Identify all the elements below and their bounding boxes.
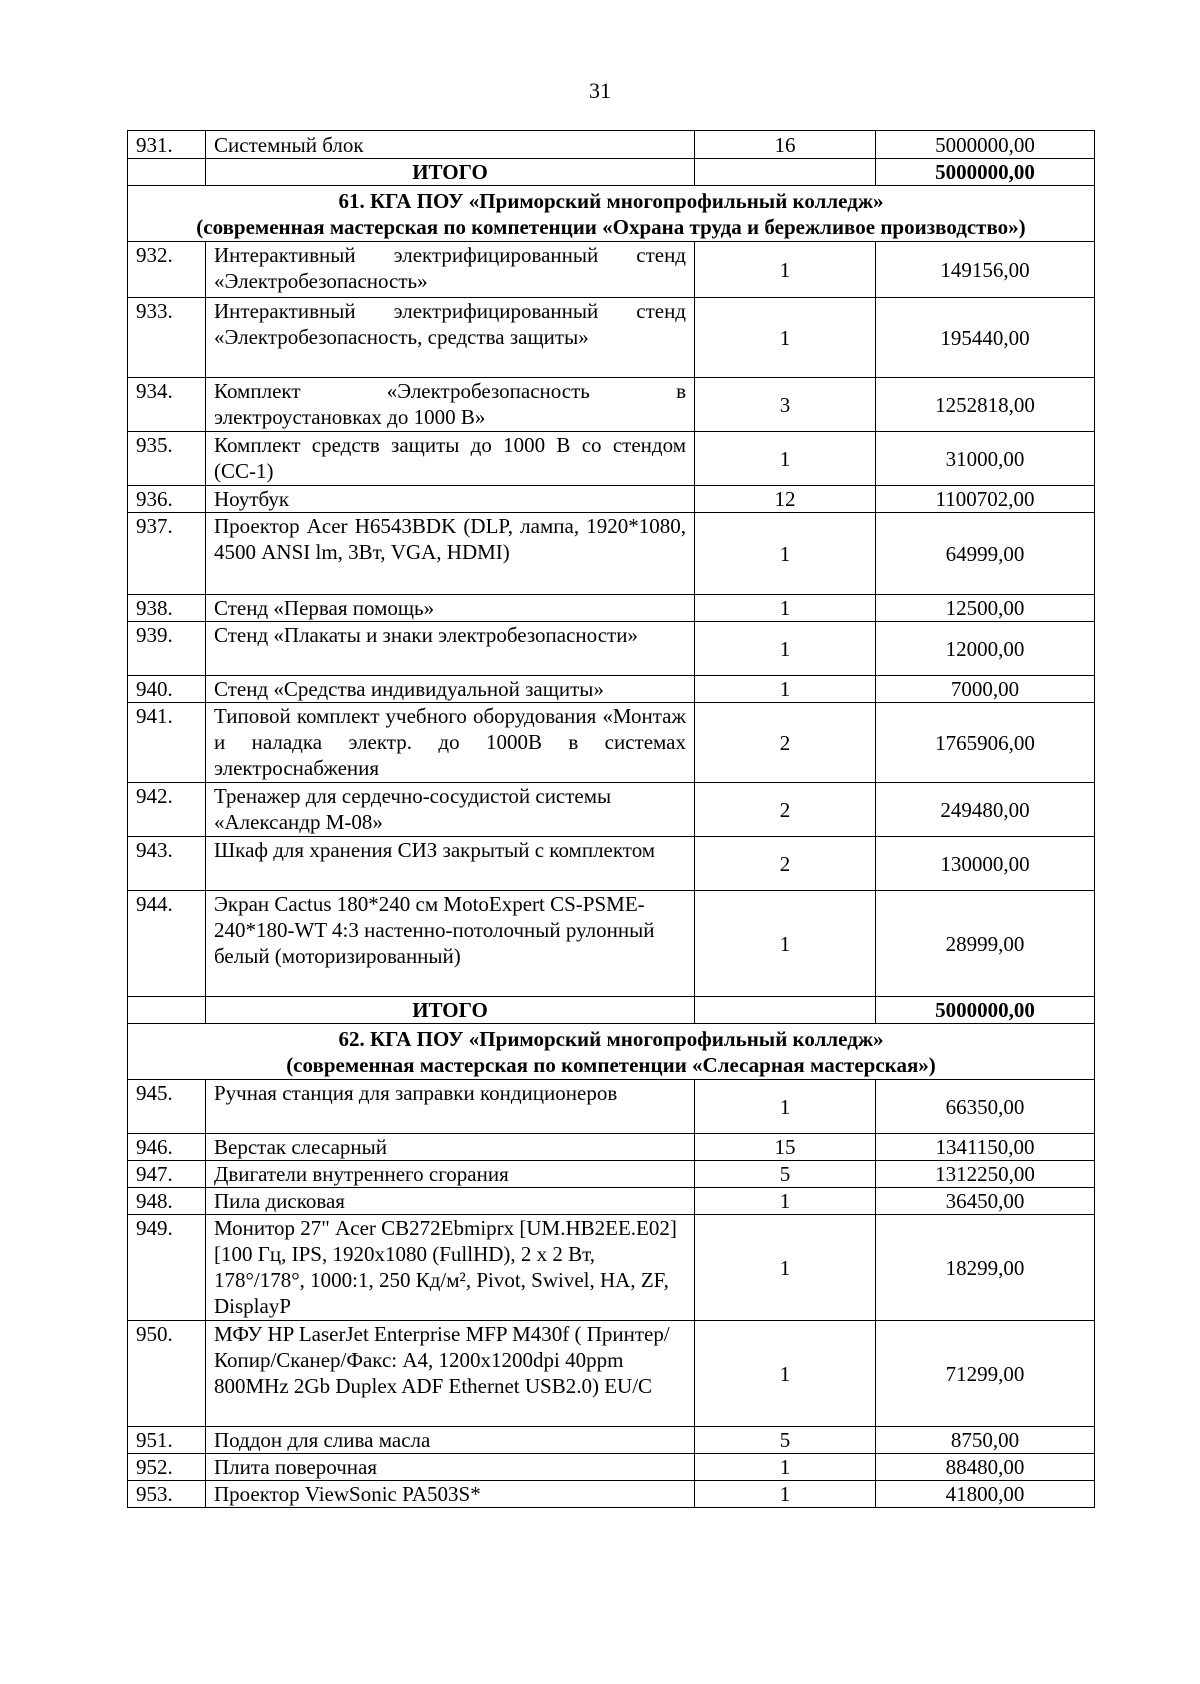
row-name: Комплект «Электробезопасность в электроустановках до 1000 В» xyxy=(206,378,695,432)
table-row xyxy=(128,1321,1095,1427)
row-quantity: 1 xyxy=(695,1080,876,1134)
row-sum: 5000000,00 xyxy=(876,131,1095,159)
row-sum: 1341150,00 xyxy=(876,1134,1095,1161)
row-quantity: 2 xyxy=(695,703,876,783)
row-sum: 18299,00 xyxy=(876,1215,1095,1321)
row-quantity: 1 xyxy=(695,513,876,595)
row-number: 949. xyxy=(128,1215,206,1321)
table-row xyxy=(128,837,1095,891)
row-sum: 1252818,00 xyxy=(876,378,1095,432)
row-quantity: 1 xyxy=(695,1215,876,1321)
row-number: 934. xyxy=(128,378,206,432)
row-quantity: 5 xyxy=(695,1161,876,1188)
row-number: 935. xyxy=(128,432,206,486)
section-subtitle: (современная мастерская по компетенции «Слесарная мастерская») xyxy=(286,1052,936,1077)
total-row xyxy=(128,997,1095,1024)
table-row xyxy=(128,378,1095,432)
row-sum: 195440,00 xyxy=(876,298,1095,378)
row-name: Стенд «Средства индивидуальной защиты» xyxy=(206,676,695,703)
total-label: ИТОГО xyxy=(206,997,695,1024)
row-sum: 130000,00 xyxy=(876,837,1095,891)
row-sum: 88480,00 xyxy=(876,1454,1095,1481)
total-row xyxy=(128,159,1095,186)
row-sum: 66350,00 xyxy=(876,1080,1095,1134)
row-number: 950. xyxy=(128,1321,206,1427)
total-sum: 5000000,00 xyxy=(876,997,1095,1024)
row-quantity: 2 xyxy=(695,783,876,837)
table-row xyxy=(128,676,1095,703)
row-quantity: 16 xyxy=(695,131,876,159)
row-number: 946. xyxy=(128,1134,206,1161)
table-row xyxy=(128,1134,1095,1161)
row-name: Шкаф для хранения СИЗ закрытый с комплектом xyxy=(206,837,695,891)
row-name: Интерактивный электрифицированный стенд «Электробезопасность» xyxy=(206,242,695,298)
row-quantity: 2 xyxy=(695,837,876,891)
row-name: Экран Cactus 180*240 см MotoExpert CS-PSME-240*180-WT 4:3 настенно-потолочный рулонный белый (моторизированный) xyxy=(206,891,695,997)
row-number: 933. xyxy=(128,298,206,378)
row-number: 948. xyxy=(128,1188,206,1215)
row-sum: 64999,00 xyxy=(876,513,1095,595)
table-row xyxy=(128,1481,1095,1508)
table-row xyxy=(128,783,1095,837)
row-number: 937. xyxy=(128,513,206,595)
row-quantity: 1 xyxy=(695,595,876,622)
row-quantity: 1 xyxy=(695,242,876,298)
row-name: Пила дисковая xyxy=(206,1188,695,1215)
table-row xyxy=(128,1454,1095,1481)
row-sum: 71299,00 xyxy=(876,1321,1095,1427)
row-quantity: 15 xyxy=(695,1134,876,1161)
row-number: 943. xyxy=(128,837,206,891)
row-number: 939. xyxy=(128,622,206,676)
total-sum: 5000000,00 xyxy=(876,159,1095,186)
row-sum: 36450,00 xyxy=(876,1188,1095,1215)
row-number: 942. xyxy=(128,783,206,837)
row-name: Верстак слесарный xyxy=(206,1134,695,1161)
page-number: 31 xyxy=(589,78,611,103)
row-sum: 7000,00 xyxy=(876,676,1095,703)
row-name: Комплект средств защиты до 1000 В со стендом (СС-1) xyxy=(206,432,695,486)
row-name: Интерактивный электрифицированный стенд «Электробезопасность, средства защиты» xyxy=(206,298,695,378)
row-sum: 8750,00 xyxy=(876,1427,1095,1454)
row-quantity: 1 xyxy=(695,1188,876,1215)
row-name: Стенд «Плакаты и знаки электробезопасности» xyxy=(206,622,695,676)
table-row xyxy=(128,486,1095,513)
row-number: 932. xyxy=(128,242,206,298)
row-sum: 249480,00 xyxy=(876,783,1095,837)
row-quantity: 1 xyxy=(695,676,876,703)
row-quantity: 1 xyxy=(695,622,876,676)
section-header-62 xyxy=(128,1024,1095,1080)
section-header-61 xyxy=(128,186,1095,242)
row-number: 931. xyxy=(128,131,206,159)
table-row xyxy=(128,432,1095,486)
row-quantity: 1 xyxy=(695,1321,876,1427)
row-quantity: 1 xyxy=(695,432,876,486)
row-quantity: 5 xyxy=(695,1427,876,1454)
row-sum: 1765906,00 xyxy=(876,703,1095,783)
table-row xyxy=(128,1188,1095,1215)
row-quantity: 1 xyxy=(695,298,876,378)
row-name: Тренажер для сердечно-сосудистой системы «Александр М-08» xyxy=(206,783,695,837)
row-sum: 28999,00 xyxy=(876,891,1095,997)
section-title: 61. КГА ПОУ «Приморский многопрофильный колледж» xyxy=(338,188,884,213)
section-title: 62. КГА ПОУ «Приморский многопрофильный колледж» xyxy=(338,1026,884,1051)
row-number: 947. xyxy=(128,1161,206,1188)
table-row xyxy=(128,1215,1095,1321)
row-sum: 31000,00 xyxy=(876,432,1095,486)
row-name: Плита поверочная xyxy=(206,1454,695,1481)
row-name: Ноутбук xyxy=(206,486,695,513)
row-quantity: 1 xyxy=(695,1454,876,1481)
row-quantity: 3 xyxy=(695,378,876,432)
row-name: МФУ HP LaserJet Enterprise MFP M430f ( Принтер/Копир/Сканер/Факс: A4, 1200x1200dpi 40ppm 800MHz 2Gb Duplex ADF Ethernet USB2.0) EU/C xyxy=(206,1321,695,1427)
equipment-table xyxy=(127,130,1095,1508)
row-number: 953. xyxy=(128,1481,206,1508)
table-row xyxy=(128,595,1095,622)
row-name: Поддон для слива масла xyxy=(206,1427,695,1454)
row-number: 938. xyxy=(128,595,206,622)
row-number: 940. xyxy=(128,676,206,703)
row-name: Стенд «Первая помощь» xyxy=(206,595,695,622)
table-row xyxy=(128,131,1095,159)
row-number: 952. xyxy=(128,1454,206,1481)
row-sum: 12000,00 xyxy=(876,622,1095,676)
row-number: 944. xyxy=(128,891,206,997)
table-row xyxy=(128,622,1095,676)
row-name: Проектор ViewSonic PA503S* xyxy=(206,1481,695,1508)
row-number: 951. xyxy=(128,1427,206,1454)
row-sum: 12500,00 xyxy=(876,595,1095,622)
row-name: Монитор 27" Acer CB272Ebmiprx [UM.HB2EE.E02] [100 Гц, IPS, 1920x1080 (FullHD), 2 x 2 Вт, 178°/178°, 1000:1, 250 Кд/м², Pivot, Swivel, HA, ZF, DisplayP xyxy=(206,1215,695,1321)
table-row xyxy=(128,513,1095,595)
row-sum: 1100702,00 xyxy=(876,486,1095,513)
row-quantity: 1 xyxy=(695,1481,876,1508)
row-name: Ручная станция для заправки кондиционеров xyxy=(206,1080,695,1134)
row-number: 941. xyxy=(128,703,206,783)
table-row xyxy=(128,298,1095,378)
row-number: 945. xyxy=(128,1080,206,1134)
section-subtitle: (современная мастерская по компетенции «Охрана труда и бережливое производство») xyxy=(196,214,1026,239)
row-sum: 149156,00 xyxy=(876,242,1095,298)
table-row xyxy=(128,1080,1095,1134)
row-name: Системный блок xyxy=(206,131,695,159)
row-sum: 1312250,00 xyxy=(876,1161,1095,1188)
row-name: Проектор Acer H6543BDK (DLP, лампа, 1920*1080, 4500 ANSI lm, 3Вт, VGA, HDMI) xyxy=(206,513,695,595)
row-quantity: 1 xyxy=(695,891,876,997)
total-label: ИТОГО xyxy=(206,159,695,186)
row-name: Типовой комплект учебного оборудования «Монтаж и наладка электр. до 1000В в системах электроснабжения xyxy=(206,703,695,783)
table-row xyxy=(128,1427,1095,1454)
table-row xyxy=(128,1161,1095,1188)
table-row xyxy=(128,703,1095,783)
table-row xyxy=(128,242,1095,298)
row-quantity: 12 xyxy=(695,486,876,513)
row-number: 936. xyxy=(128,486,206,513)
row-name: Двигатели внутреннего сгорания xyxy=(206,1161,695,1188)
row-sum: 41800,00 xyxy=(876,1481,1095,1508)
table-row xyxy=(128,891,1095,997)
table-body xyxy=(128,131,1095,1508)
